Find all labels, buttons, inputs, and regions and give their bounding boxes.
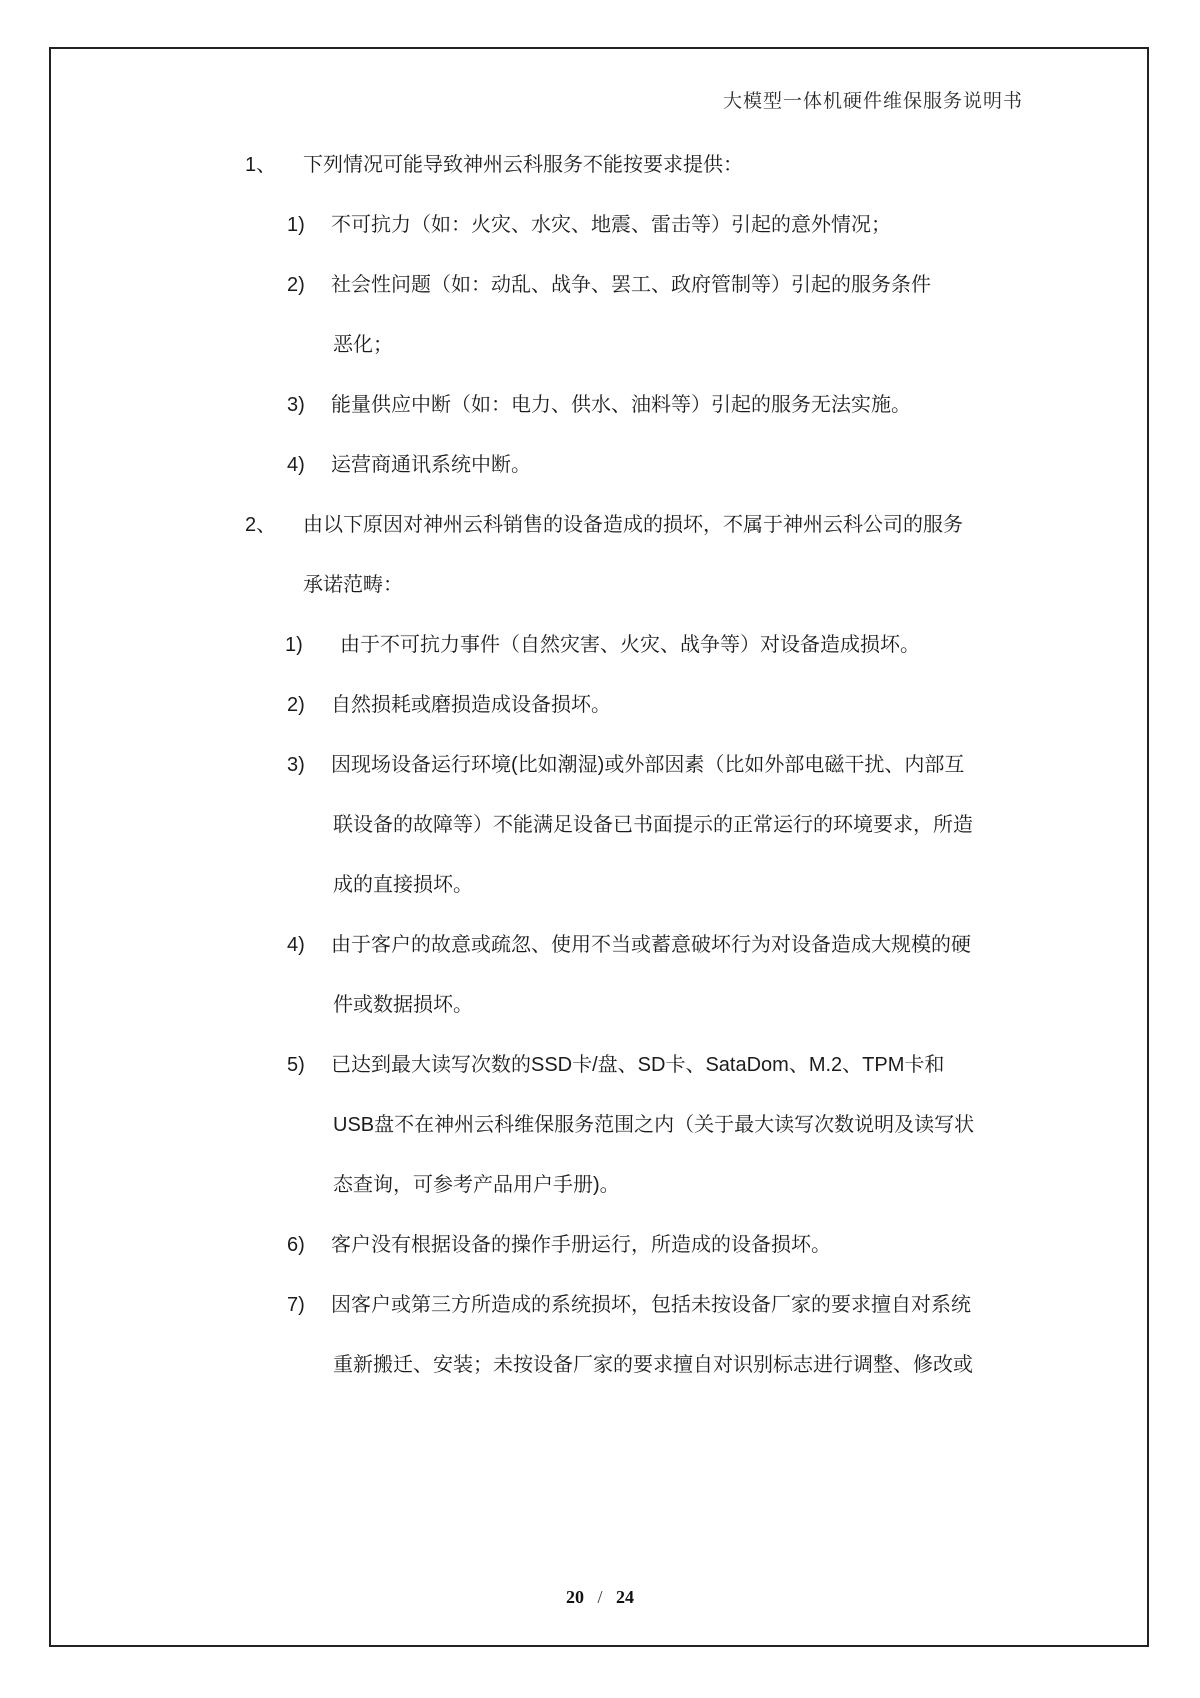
list-number: 1) — [285, 634, 303, 656]
document-line — [245, 315, 1045, 375]
line-text: 下列情况可能导致神州云科服务不能按要求提供： — [303, 154, 743, 176]
document-line — [245, 915, 1045, 975]
line-text: 因客户或第三方所造成的系统损坏，包括未按设备厂家的要求擅自对系统 — [331, 1294, 971, 1316]
line-text: 件或数据损坏。 — [333, 994, 473, 1016]
list-number: 4) — [287, 454, 305, 476]
list-number: 3) — [287, 394, 305, 416]
line-text: 恶化； — [333, 334, 393, 356]
list-number: 1) — [287, 214, 305, 236]
document-line — [245, 1215, 1045, 1275]
line-text: 能量供应中断（如：电力、供水、油料等）引起的服务无法实施。 — [331, 394, 911, 416]
list-number: 2、 — [245, 514, 277, 536]
document-line — [245, 795, 1045, 855]
document-line — [245, 435, 1045, 495]
document-line — [245, 1155, 1045, 1215]
line-text: 客户没有根据设备的操作手册运行，所造成的设备损坏。 — [331, 1234, 831, 1256]
list-number: 7) — [287, 1294, 305, 1316]
line-text: 由于客户的故意或疏忽、使用不当或蓄意破坏行为对设备造成大规模的硬 — [331, 934, 971, 956]
line-text: 承诺范畴： — [303, 574, 403, 596]
line-text: 由以下原因对神州云科销售的设备造成的损坏，不属于神州云科公司的服务 — [303, 514, 963, 536]
list-number: 4) — [287, 934, 305, 956]
line-text: 重新搬迁、安装；未按设备厂家的要求擅自对识别标志进行调整、修改或 — [333, 1354, 973, 1376]
document-line — [245, 855, 1045, 915]
line-text: 不可抗力（如：火灾、水灾、地震、雷击等）引起的意外情况； — [331, 214, 891, 236]
list-number: 1、 — [245, 154, 277, 176]
line-text: 自然损耗或磨损造成设备损坏。 — [331, 694, 611, 716]
document-line — [245, 615, 1045, 675]
document-line — [245, 1035, 1045, 1095]
list-number: 3) — [287, 754, 305, 776]
document-line — [245, 195, 1045, 255]
page-number-footer — [0, 1577, 1200, 1617]
document-line — [245, 1335, 1045, 1395]
page-separator: / — [597, 1587, 603, 1607]
line-text: 联设备的故障等）不能满足设备已书面提示的正常运行的环境要求，所造 — [333, 814, 973, 836]
document-body — [245, 135, 1045, 1395]
line-text: 由于不可抗力事件（自然灾害、火灾、战争等）对设备造成损坏。 — [340, 634, 920, 656]
line-text: 因现场设备运行环境(比如潮湿)或外部因素（比如外部电磁干扰、内部互 — [331, 754, 965, 776]
line-text: 已达到最大读写次数的SSD卡/盘、SD卡、SataDom、M.2、TPM卡和 — [331, 1054, 945, 1076]
page-header-title: 大模型一体机硬件维保服务说明书 — [722, 91, 1023, 112]
line-text: 运营商通讯系统中断。 — [331, 454, 531, 476]
document-line — [245, 495, 1045, 555]
document-line — [245, 555, 1045, 615]
line-text: 社会性问题（如：动乱、战争、罢工、政府管制等）引起的服务条件 — [331, 274, 931, 296]
line-text: USB盘不在神州云科维保服务范围之内（关于最大读写次数说明及读写状 — [333, 1114, 975, 1136]
document-line — [245, 255, 1045, 315]
document-line — [245, 735, 1045, 795]
line-text: 成的直接损坏。 — [333, 874, 473, 896]
document-line — [245, 375, 1045, 435]
document-line — [245, 975, 1045, 1035]
document-line — [245, 135, 1045, 195]
total-page-count: 24 — [616, 1587, 634, 1607]
list-number: 2) — [287, 694, 305, 716]
current-page-number: 20 — [565, 1587, 584, 1607]
document-line — [245, 1275, 1045, 1335]
list-number: 5) — [287, 1054, 305, 1076]
list-number: 6) — [287, 1234, 305, 1256]
document-line — [245, 1095, 1045, 1155]
list-number: 2) — [287, 274, 305, 296]
line-text: 态查询，可参考产品用户手册)。 — [333, 1174, 620, 1196]
document-line — [245, 675, 1045, 735]
